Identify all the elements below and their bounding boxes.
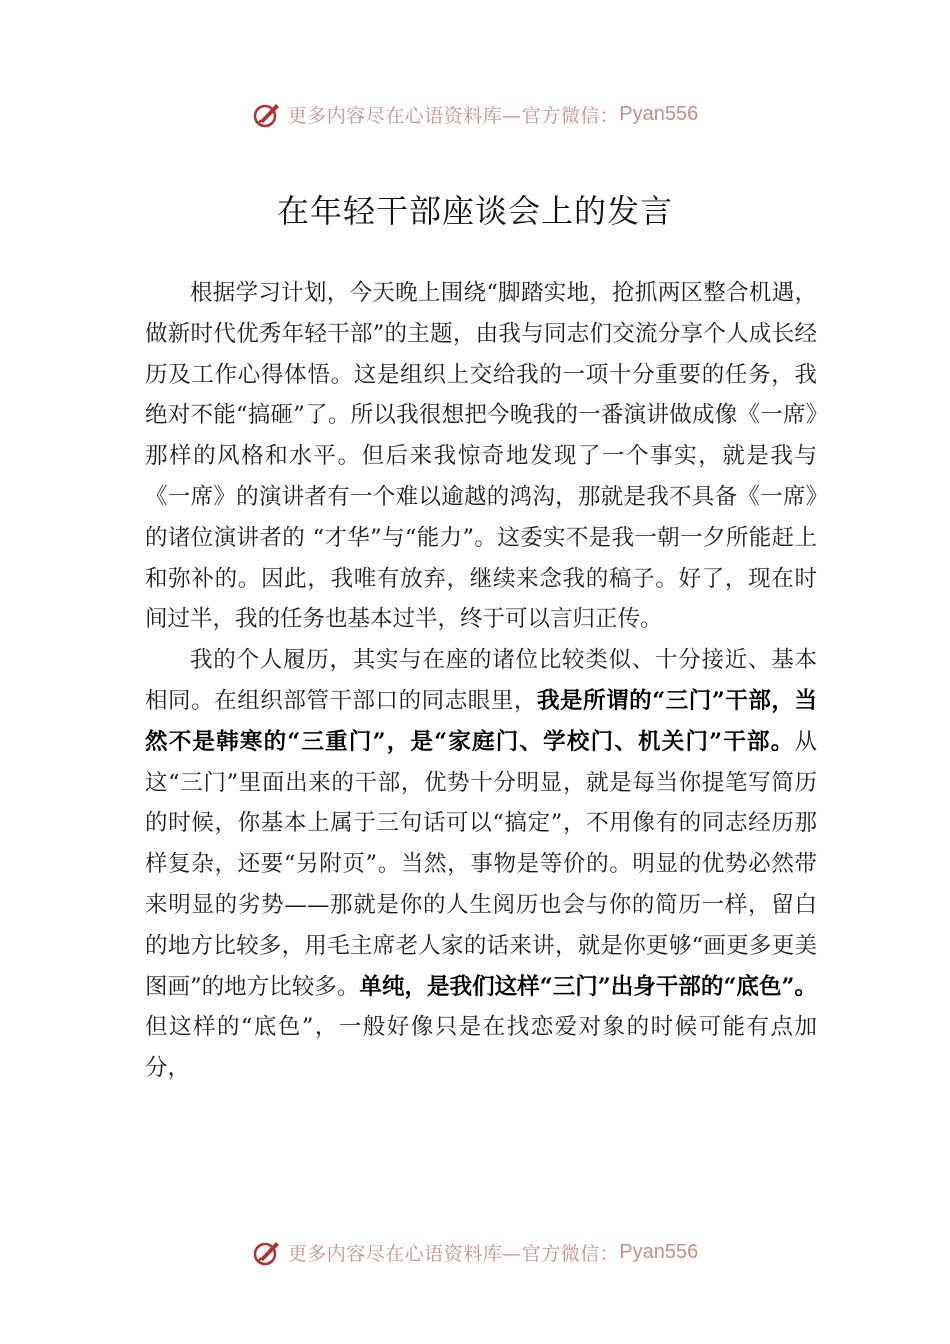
paragraph-1	[145, 273, 817, 640]
quill-logo-icon	[252, 1237, 282, 1267]
document-title: 在年轻干部座谈会上的发言	[276, 192, 673, 230]
paragraph-2-text-a: 我的个人履历，其实与在座的诸位比较类似、十分接近、基本相同。在组织部管干部口的同志眼里，	[145, 647, 817, 714]
paragraph-2	[145, 640, 817, 1089]
paragraph-2-text-e: 但这样的“底色”，一般好像只是在找恋爱对象的时候可能有点加分，	[145, 1014, 817, 1082]
paragraph-1-text: 根据学习计划，今天晚上围绕“脚踏实地，抢抓两区整合机遇，做新时代优秀年轻干部”的主题，由我与同志们交流分享个人成长经历及工作心得体悟。这是组织上交给我的一项十分重要的任务，我绝对不能“搞砸”了。所以我很想把今晚我的一番演讲做成像《一席》那样的风格和水平。但后来我惊奇地发现了一个事实，就是我与《一席》的演讲者有一个难以逾越的鸿沟，那就是我不具备《一席》的诸位演讲者的 “才华”与“能力”。这委实不是我一朝一夕所能赶上和弥补的。因此，我唯有放弃，继续来念我的稿子。好了，现在时间过半，我的任务也基本过半，终于可以言归正传。	[145, 280, 817, 633]
paragraph-2-text-c: 从这“三门”里面出来的干部，优势十分明显，就是每当你提笔写简历的时候，你基本上属于三句话可以“搞定”，不用像有的同志经历那样复杂，还要“另附页”。当然，事物是等价的。明显的优势必然带来明显的劣势——那就是你的人生阅历也会与你的简历一样，留白的地方比较多，用毛主席老人家的话来讲，就是你更够“画更多更美图画”的地方比较多。	[145, 728, 817, 1000]
footer-wechat-id: Pyan556	[619, 1240, 699, 1263]
paragraph-2-bold-a: 我是所谓的“三门”干部，当然不是韩寒的“三重门”，是“家庭门、学校门、机关门”干部。	[145, 687, 817, 755]
quill-logo-icon	[252, 99, 282, 129]
header-banner	[0, 94, 950, 134]
paragraph-2-bold-d: 单纯，是我们这样“三门”出身干部的“底色”。	[359, 973, 817, 1000]
footer-banner-text: 更多内容尽在心语资料库—官方微信：	[287, 1242, 620, 1265]
header-wechat-id: Pyan556	[619, 102, 699, 125]
header-banner-text: 更多内容尽在心语资料库—官方微信：	[287, 104, 620, 127]
footer-banner	[0, 1232, 950, 1272]
document-body	[145, 273, 817, 1089]
